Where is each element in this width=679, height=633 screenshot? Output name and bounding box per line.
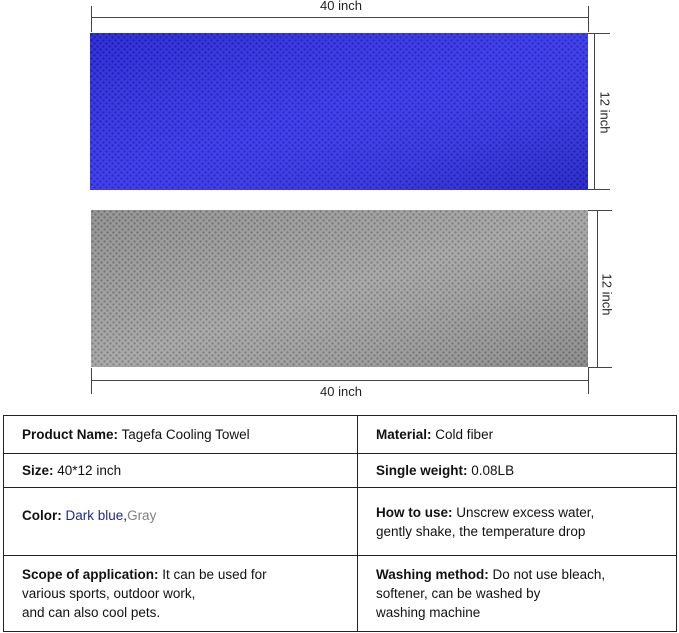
scope-line3: and can also cool pets. [22,605,161,620]
color-gray-value: Gray [127,508,157,523]
how-to-use-cell [358,488,677,556]
material-label: Material: [376,427,432,442]
blue-towel-image [90,33,588,190]
product-name-label: Product Name: [22,427,119,442]
table-row [4,454,677,488]
washing-line1: Do not use bleach, [492,567,606,582]
washing-label: Washing method: [376,567,489,582]
top-width-dim-line [91,17,588,18]
gray-height-dim-tick-top [588,210,612,211]
product-name-value: Tagefa Cooling Towel [121,427,250,442]
scope-label: Scope of application: [22,567,159,582]
gray-height-dim-line [597,210,598,367]
gray-height-label: 12 inch [599,273,615,316]
size-label: Size: [22,463,54,478]
color-blue-value: Dark blue [65,508,124,523]
scope-line1: It can be used for [162,567,267,582]
top-width-label: 40 inch [320,0,362,13]
weight-cell [358,454,677,488]
weight-value: 0.08LB [471,463,515,478]
washing-line2: softener, can be washed by [376,586,541,601]
bottom-width-label: 40 inch [320,384,362,399]
table-row [4,488,677,556]
scope-line2: various sports, outdoor work, [22,586,196,601]
blue-height-dim-line [594,33,595,190]
blue-height-label: 12 inch [597,91,613,134]
size-cell [4,454,358,488]
product-name-cell [4,416,358,454]
size-value: 40*12 inch [57,463,122,478]
specifications-table [3,415,677,632]
blue-height-dim-tick-bottom [588,189,610,190]
gray-height-dim-tick-bottom [588,367,612,368]
material-cell [358,416,677,454]
table-row [4,416,677,454]
bottom-width-dim-line [91,380,588,381]
top-width-dim-tick-right [588,6,589,32]
bottom-width-dim-tick-right [588,368,589,394]
how-to-use-line2: gently shake, the temperature drop [376,523,586,539]
color-label: Color: [22,508,62,523]
washing-line3: washing machine [376,605,481,620]
material-value: Cold fiber [435,427,494,442]
weight-label: Single weight: [376,463,468,478]
washing-cell [358,556,677,632]
how-to-use-line1: Unscrew excess water, [456,504,595,520]
gray-towel-image [91,210,588,367]
color-cell [4,488,358,556]
how-to-use-label: How to use: [376,504,453,520]
top-width-dim-tick-left [91,6,92,32]
table-row [4,556,677,632]
bottom-width-dim-tick-left [91,368,92,394]
scope-cell [4,556,358,632]
color-separator: , [123,508,128,523]
blue-height-dim-tick-top [588,33,610,34]
